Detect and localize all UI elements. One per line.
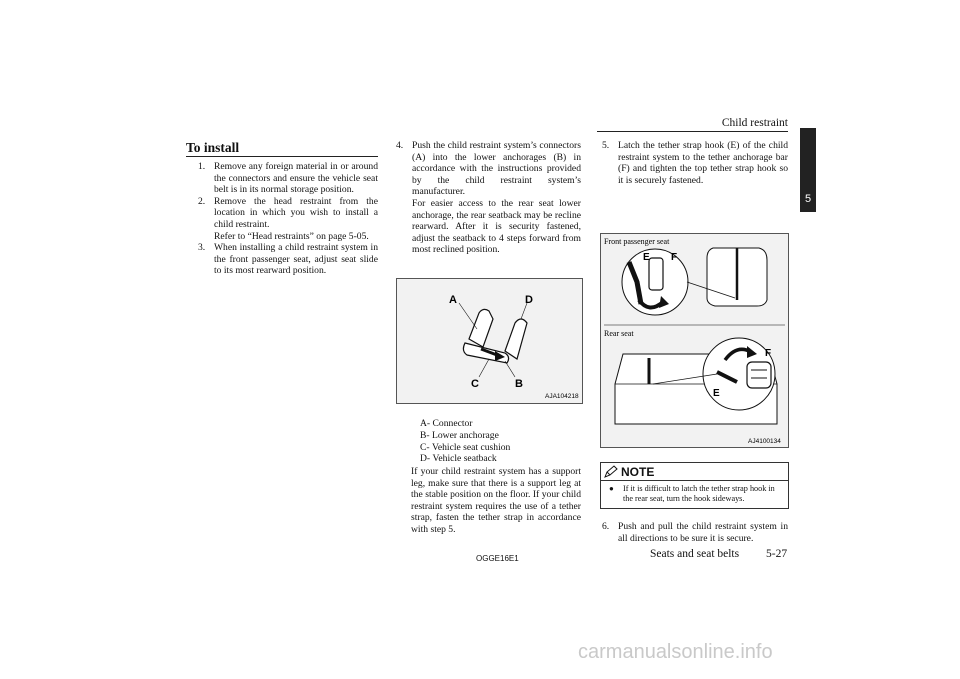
caption-front-passenger-seat: Front passenger seat	[604, 237, 670, 246]
label-b: B	[515, 378, 523, 390]
step-text: When installing a child restraint system in the front passenger seat, adjust seat slide to its most rearward position.	[214, 242, 378, 277]
note-label: NOTE	[621, 464, 655, 479]
label-e-front: E	[643, 252, 650, 263]
section-title-rule	[186, 156, 378, 157]
bullet-icon: ●	[609, 484, 614, 493]
tether-illustration	[601, 234, 788, 447]
column-3	[602, 140, 788, 186]
chapter-tab-number: 5	[804, 193, 812, 205]
legend-key: B-	[420, 429, 430, 441]
step-3	[198, 242, 378, 277]
note-body	[601, 481, 788, 508]
step-reference: Refer to “Head restraints” on page 5-05.	[214, 230, 369, 242]
watermark: carmanualsonline.info	[578, 641, 773, 663]
legend-item	[420, 418, 580, 430]
step-extra: For easier access to the rear seat lower anchorage, the rear seatback may be recline rearward. After it is security fastened, adjust the seatback to 4 steps forward from most reclined position.	[412, 197, 581, 256]
column-3-bottom	[602, 521, 788, 544]
note-header	[601, 463, 788, 481]
running-title: Child restraint	[721, 117, 788, 129]
legend-item	[420, 430, 580, 442]
section-title: To install	[186, 140, 240, 155]
step-2	[198, 196, 378, 242]
legend-item	[420, 453, 580, 465]
note-box	[600, 462, 789, 509]
column-1	[198, 161, 378, 277]
column-2	[396, 140, 581, 256]
legend-key: C-	[420, 441, 430, 453]
caption-rear-seat: Rear seat	[604, 329, 634, 338]
support-leg-paragraph: If your child restraint system has a support leg, make sure that there is a support leg at the stable position on the floor. If your child restraint system requires the use of a tether strap, fasten the tether strap in accordance with step 5.	[411, 466, 581, 535]
header-rule	[597, 131, 788, 132]
label-a: A	[449, 294, 457, 306]
step-5	[602, 140, 788, 186]
label-c: C	[471, 378, 479, 390]
seat-anchorage-illustration	[397, 279, 582, 403]
legend-key: A-	[420, 418, 431, 429]
step-text: Latch the tether strap hook (E) of the child restraint system to the tether anchorage bar (F) and tighten the top tether strap hook so it is securely fastened.	[618, 140, 788, 186]
legend	[420, 418, 580, 465]
step-text: Remove the head restraint from the location in which you wish to install a child restraint.	[214, 195, 378, 230]
step-6	[602, 521, 788, 544]
step-number: 4.	[396, 140, 404, 151]
figure-code: AJA104218	[545, 393, 579, 400]
legend-text: Vehicle seat cushion	[432, 441, 511, 453]
step-number: 2.	[198, 195, 206, 207]
figure-lower-anchorage	[396, 278, 583, 404]
step-number: 1.	[198, 161, 206, 172]
figure-tether-anchorage	[600, 233, 789, 448]
step-text: Push and pull the child restraint system in all directions to be sure it is secure.	[618, 521, 788, 544]
label-f-rear: F	[765, 348, 772, 359]
legend-key: D-	[420, 453, 431, 465]
legend-text: Lower anchorage	[432, 429, 499, 441]
legend-text: Connector	[432, 418, 473, 429]
footer-code: OGGE16E1	[476, 554, 519, 563]
step-text: Push the child restraint system’s connectors (A) into the lower anchorages (B) in accordance with the instructions provided by the child restraint system’s manufacturer.	[412, 140, 581, 198]
footer-page-number: 5-27	[766, 548, 788, 560]
step-4	[396, 140, 581, 256]
footer-section: Seats and seat belts	[650, 548, 740, 560]
legend-text: Vehicle seatback	[432, 453, 497, 465]
label-e-rear: E	[713, 388, 720, 399]
step-number: 5.	[602, 140, 610, 151]
legend-item	[420, 442, 580, 454]
label-d: D	[525, 294, 533, 306]
step-number: 6.	[602, 521, 610, 532]
step-text: Remove any foreign material in or around the connectors and ensure the vehicle seat belt is in its normal storage position.	[214, 161, 378, 196]
label-f-front: F	[671, 252, 678, 263]
note-text: If it is difficult to latch the tether strap hook in the rear seat, turn the hook sideways.	[623, 484, 775, 503]
figure-code: AJ4100134	[748, 438, 781, 445]
pencil-note-icon	[604, 465, 618, 478]
step-1	[198, 161, 378, 196]
step-number: 3.	[198, 242, 206, 254]
